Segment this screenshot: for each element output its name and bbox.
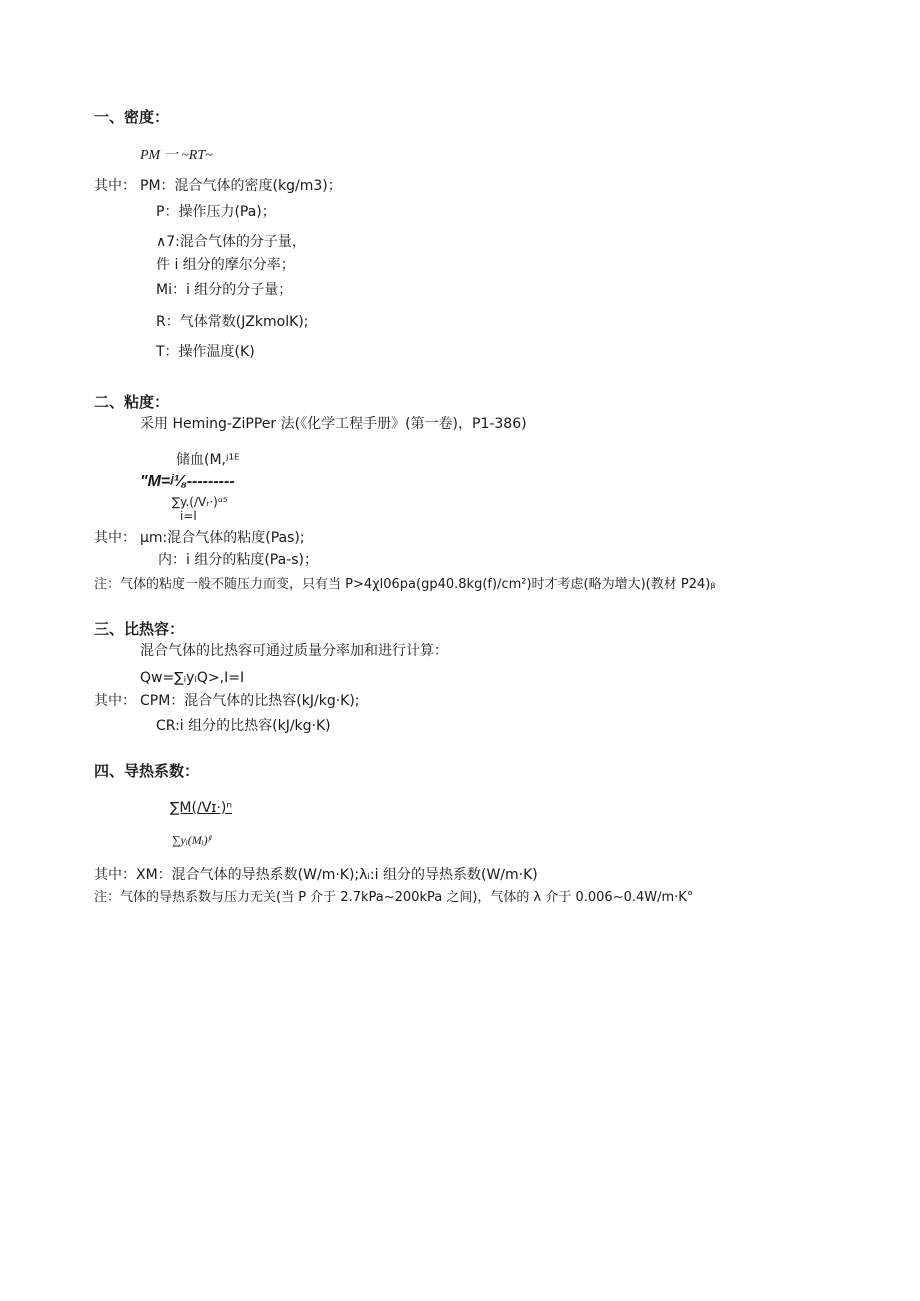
viscosity-formula-bottom: ∑y.(∕Vᵣ·)ᵅ⁵: [172, 495, 228, 509]
heading-heat-capacity: 三、比热容：: [94, 620, 185, 638]
def-heat-capacity-cpm: CPM：混合气体的比热容(kJ∕kg·K);: [140, 693, 360, 709]
heading-conductivity: 四、导热系数：: [94, 762, 200, 780]
where-label-heat-capacity: 其中：: [94, 693, 136, 709]
where-label-viscosity: 其中：: [94, 530, 136, 546]
conductivity-where-line: 其中：XM：混合气体的导热系数(W∕m·K);λᵢ:i 组分的导热系数(W∕m·K): [94, 867, 538, 883]
viscosity-formula-index: i=l: [180, 509, 197, 523]
def-density-r: R：气体常数(JZkmolK);: [156, 314, 309, 330]
def-viscosity-um: μm:混合气体的粘度(Pas);: [140, 530, 305, 546]
conductivity-formula-denominator: ∑yᵢ(Mᵢ)ᶠⁱ: [172, 833, 213, 847]
def-density-t: T：操作温度(K): [156, 344, 255, 360]
density-formula: PM 一 ~RT~: [140, 148, 213, 163]
where-label-density: 其中：: [94, 178, 136, 194]
def-density-mw: ∧7:混合气体的分子量，: [156, 234, 306, 250]
heading-viscosity: 二、粘度：: [94, 393, 170, 411]
def-density-mi: Mi：i 组分的分子量；: [156, 282, 293, 298]
viscosity-method: 采用 Heming-ZiPPer 法(《化学工程手册》(第一卷)，P1-386): [140, 416, 527, 432]
viscosity-note: 注：气体的粘度一般不随压力而变，只有当 P>4χl06pa(gp40.8kg(f)∕cm²)时才考虑(略为增大)(教材 P24)ᵦ: [94, 577, 716, 592]
heading-density: 一、密度：: [94, 108, 170, 126]
viscosity-formula-main: "M=ʲ⅛---------: [140, 473, 235, 490]
def-viscosity-ui: 内：i 组分的粘度(Pa-s)；: [158, 552, 319, 568]
conductivity-note: 注：气体的导热系数与压力无关(当 P 介于 2.7kPa~200kPa 之间)，气体的 λ 介于 0.006~0.4W∕m·K°: [94, 890, 694, 905]
def-heat-capacity-cpi: CR:i 组分的比热容(kJ∕kg·K): [156, 718, 331, 734]
heat-capacity-formula: Qw=∑ᵢyᵢQ>,I=I: [140, 670, 245, 686]
conductivity-formula-numerator: ∑M(∕Vɪ·)ⁿ: [170, 800, 232, 816]
def-density-pm: PM：混合气体的密度(kg/m3)；: [140, 178, 342, 194]
def-density-p: P：操作压力(Pa)；: [156, 204, 276, 220]
viscosity-formula-top: 储血(M,ʲ¹ᴱ: [176, 452, 240, 468]
def-density-molefrac: 件 i 组分的摩尔分率；: [156, 257, 295, 273]
heat-capacity-intro: 混合气体的比热容可通过质量分率加和进行计算：: [140, 643, 448, 659]
